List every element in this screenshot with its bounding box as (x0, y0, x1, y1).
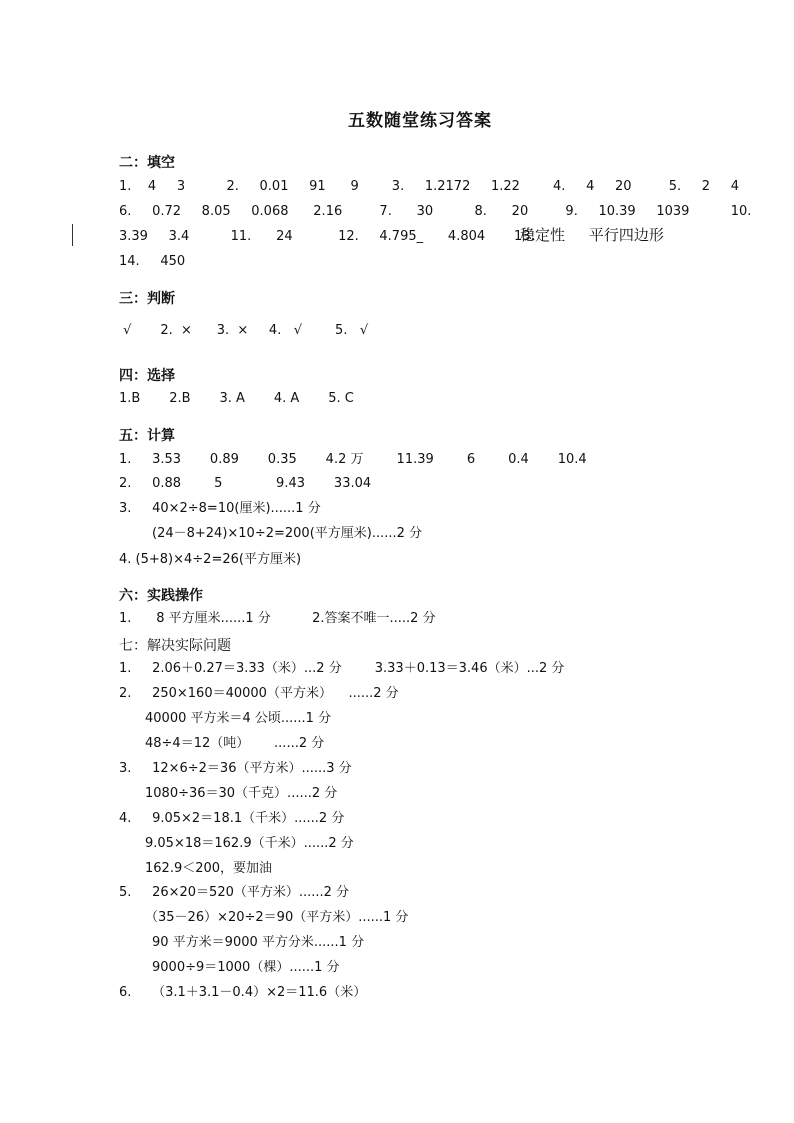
calc-line-1: 1. 3.53 0.89 0.35 4.2 万 11.39 6 0.4 10.4 (119, 452, 587, 467)
solve-line-3b: 1080÷36＝30（千克）......2 分 (145, 786, 338, 801)
page-title: 五数随堂练习答案 (348, 111, 492, 131)
solve-line-5c: 90 平方米＝9000 平方分米......1 分 (152, 935, 365, 950)
fill-line-3-answer-13: 稳定性 平行四边形 (520, 226, 664, 244)
solve-line-5: 5. 26×20＝520（平方米）......2 分 (119, 885, 350, 900)
fill-line-2: 6. 0.72 8.05 0.068 2.16 7. 30 8. 20 9. 10.39 1039 10. (119, 204, 752, 219)
section-heading-choice: 四：选择 (119, 368, 175, 384)
solve-line-4c: 162.9＜200，要加油 (145, 861, 273, 876)
choice-line: 1.B 2.B 3. A 4. A 5. C (119, 391, 354, 406)
section-heading-practice: 六：实践操作 (119, 588, 203, 604)
calc-line-3-cont: (24－8+24)×10÷2=200(平方厘米)......2 分 (152, 526, 423, 541)
solve-line-6: 6. （3.1＋3.1－0.4）×2＝11.6（米） (119, 985, 367, 1000)
fill-line-4: 14. 450 (119, 254, 186, 269)
solve-line-5b: （35－26）×20÷2＝90（平方米）......1 分 (145, 910, 409, 925)
section-heading-judge: 三：判断 (119, 291, 175, 307)
section-heading-fill: 二：填空 (119, 155, 175, 171)
fill-line-3: 3.39 3.4 11. 24 12. 4.795_ 4.804 13. (119, 229, 535, 244)
solve-line-3: 3. 12×6÷2＝36（平方米）......3 分 (119, 761, 352, 776)
calc-line-2: 2. 0.88 5 9.43 33.04 (119, 476, 372, 491)
solve-line-5d: 9000÷9＝1000（棵）......1 分 (152, 960, 340, 975)
section-heading-solve: 七：解决实际问题 (119, 638, 231, 654)
solve-line-4: 4. 9.05×2＝18.1（千米）......2 分 (119, 811, 345, 826)
solve-line-2b: 40000 平方米＝4 公顷......1 分 (145, 711, 332, 726)
practice-line: 1. 8 平方厘米......1 分 2.答案不唯一.....2 分 (119, 611, 436, 626)
judge-line: √ 2. × 3. × 4. √ 5. √ (119, 323, 369, 338)
section-heading-calc: 五：计算 (119, 428, 175, 444)
calc-line-4: 4. (5+8)×4÷2=26(平方厘米) (119, 552, 302, 567)
fill-line-1: 1. 4 3 2. 0.01 91 9 3. 1.2172 1.22 4. 4 20 5. 2 4 (119, 179, 740, 194)
calc-line-3: 3. 40×2÷8=10(厘米)......1 分 (119, 501, 321, 516)
solve-line-2: 2. 250×160＝40000（平方米） ......2 分 (119, 686, 399, 701)
solve-line-2c: 48÷4＝12（吨） ......2 分 (145, 736, 325, 751)
solve-line-4b: 9.05×18＝162.9（千米）......2 分 (145, 836, 354, 851)
text-cursor-marker (72, 224, 73, 246)
solve-line-1: 1. 2.06＋0.27＝3.33（米）...2 分 3.33＋0.13＝3.46（米）...2 分 (119, 661, 565, 676)
